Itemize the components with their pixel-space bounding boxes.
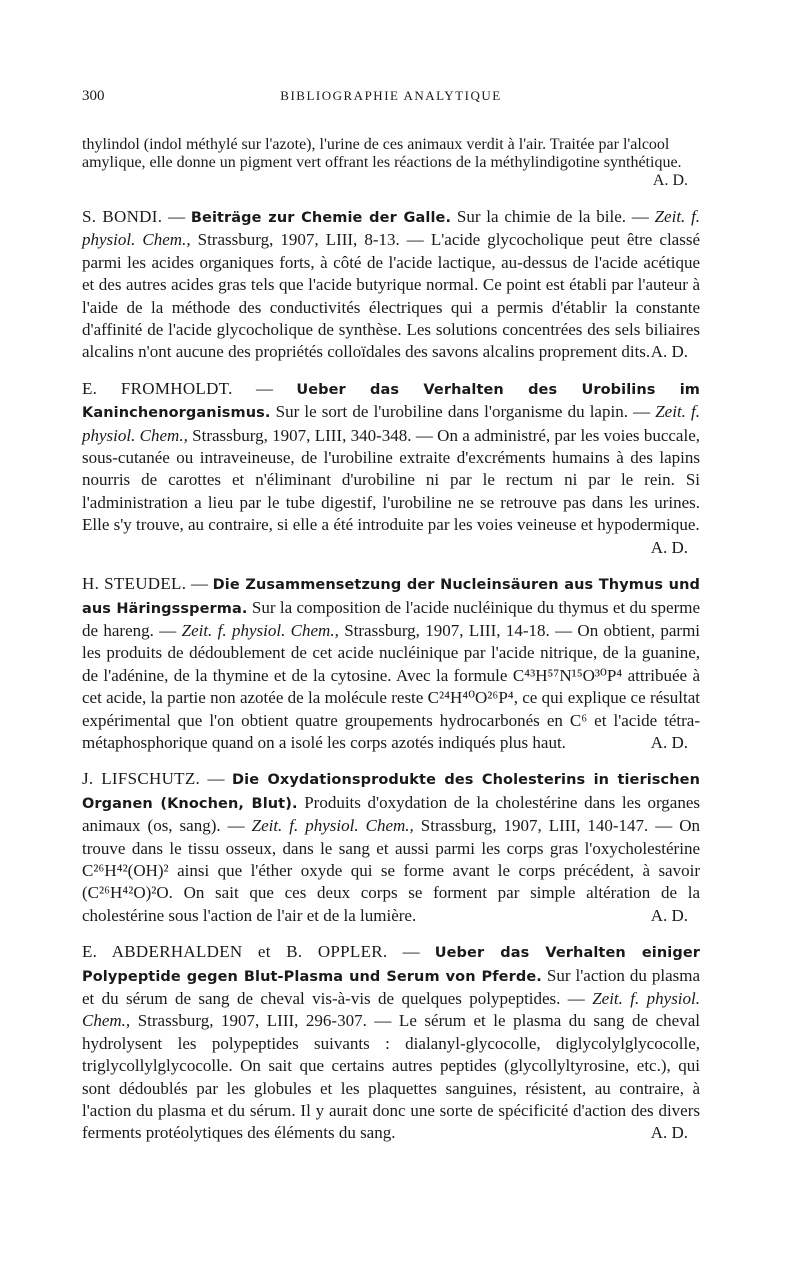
entry-title: Die Zusammensetzung der Nucleinsäuren aus Thymus und aus Häringssperma. [82,577,701,617]
signature: A. D. [650,1123,688,1143]
text-column [82,120,700,1159]
signature: A. D. [652,172,688,189]
page-number: 300 [82,88,105,104]
entry-text: Strassburg, 1907, LIII, 296-307. — Le sérum et le plasma du sang de cheval hydrolysent les polypeptides suivants : dialanyl-glycocolle, diglycolylglycocolle, triglycollylglycocolle. On sait que certains autres peptides (glycollyltyrosine, etc.), qui sont dédoublés par les globules et les plaquettes sanguines, résistent, au contraire, à l'action du plasma et du sérum. Il y aurait donc une sorte de spécificité d'action des divers ferments protéolytiques des éléments du sang. [82,1011,700,1143]
signature: A. D. [650,342,688,362]
bibliography-entry-bondi: S. BONDI. — Beiträge zur Chemie der Galle. Sur la chimie de la bile. — Zeit. f. physiol. Chem., Strassburg, 1907, LIII, 8-13. — L'acide glycocholique peut être classé parmi les acides organiques forts, à côté de l'acide lactique, au-dessus de l'acide acétique et des autres acides gras tels que l'acide butyrique normal. Ce point est établi par l'auteur à l'aide de la méthode des conductivités électriques qui a permis d'établir la constante d'affinité de l'acide glycocholique de synthèse. Les solutions concentrées des sels biliaires alcalins n'ont aucune des propriétés colloïdales des savons alcalins proprement dits. A. D. [82,206,700,364]
entry-journal: Zeit. f. physiol. Chem., [251,816,414,836]
page-header [82,88,700,110]
bibliography-entry-steudel: H. STEUDEL. — Die Zusammensetzung der Nucleinsäuren aus Thymus und aus Häringssperma. Sur la composition de l'acide nucléinique du thymus et du sperme de hareng. — Zeit. f. physiol. Chem., Strassburg, 1907, LIII, 14-18. — On obtient, parmi les produits de dédoublement de cet acide nucléinique par l'acide nitrique, de la guanine, de l'adénine, de la thymine et de la cytosine. Avec la formule C⁴³H⁵⁷N¹⁵O³⁰P⁴ attribuée à cet acide, la partie non azotée de la molécule reste C²⁴H⁴⁰O²⁶P⁴, ce qui explique ce résultat expérimental que l'on obtient quatre groupements hydrocarbonés en C⁶ et l'acide tétra-métaphosphorique quand on a isolé les corps azotés indiqués plus haut. A. D. [82,573,700,754]
entry-author: J. LIFSCHUTZ. [82,769,201,789]
entry-journal: Zeit. f. physiol. Chem., [82,402,701,445]
entry-text: Sur la chimie de la bile. — [456,207,649,226]
entry-author: E. FROMHOLDT. [82,378,233,398]
entry-text: Strassburg, 1907, LIII, 340-348. — On a administré, par les voies buccale, sous-cutanée ou intraveineuse, de l'urobiline extraite d'excréments humains à des lapins nourris de carottes et n'éliminant d'urobiline ni par le rectum ni par le rein. Si l'administration a lieu par le tube digestif, l'urobiline ne se retrouve pas dans les urines. Elle s'y trouve, au contraire, si elle a été introduite par les voies veineuse et hypodermique. [82,425,700,535]
entry-text: Sur le sort de l'urobiline dans l'organisme du lapin. — [275,402,651,422]
continued-paragraph [82,136,700,190]
bibliography-entry-fromholdt: E. FROMHOLDT. — Ueber das Verhalten des Urobilins im Kaninchenorganismus. Sur le sort de l'urobiline dans l'organisme du lapin. — Zeit. f. physiol. Chem., Strassburg, 1907, LIII, 340-348. — On a administré, par les voies buccale, sous-cutanée ou intraveineuse, de l'urobiline extraite d'excréments humains à des lapins nourris de carottes et n'éliminant d'urobiline ni par le rectum ni par le rein. Si l'administration a lieu par le tube digestif, l'urobiline ne se retrouve pas dans les urines. Elle s'y trouve, au contraire, si elle a été introduite par les voies veineuse et hypodermique. A. D. [82,378,700,559]
entry-text: Strassburg, 1907, LIII, 8-13. — L'acide glycocholique peut être classé parmi les acides organiques forts, à côté de l'acide lactique, au-dessus de l'acide acétique et des autres acides gras tels que l'acide butyrique normal. Ce point est établi par l'auteur à l'aide de la méthode des conductivités électriques qui a permis d'établir la constante d'affinité de l'acide glycocholique de synthèse. Les solutions concentrées des sels biliaires alcalins n'ont aucune des propriétés colloïdales des savons alcalins proprement dits. [82,230,700,362]
entry-title: Die Oxydationsprodukte des Cholesterins in tierischen Organen (Knochen, Blut). [82,772,701,812]
running-title: BIBLIOGRAPHIE ANALYTIQUE [280,88,502,103]
entry-author: E. ABDERHALDEN et B. OPPLER. [82,942,388,962]
signature: A. D. [650,732,688,752]
entry-text: Produits d'oxydation de la cholestérine dans les organes animaux (os, sang). — [82,792,701,836]
signature: A. D. [650,905,688,925]
entry-text: Sur la composition de l'acide nucléinique du thymus et du sperme de hareng. — [82,597,701,640]
bibliography-entry-lifschutz: J. LIFSCHUTZ. — Die Oxydationsprodukte des Cholesterins in tierischen Organen (Knochen, Blut). Produits d'oxydation de la cholestérine dans les organes animaux (os, sang). — Zeit. f. physiol. Chem., Strassburg, 1907, LIII, 140-147. — On trouve dans le tissu osseux, dans le sang et aussi parmi les corps gras l'oxycholestérine C²⁶H⁴²(OH)² ainsi que l'éther oxyde qui se forme avant le corps précédent, à savoir (C²⁶H⁴²O)²O. On sait que ces deux corps se forment par simple altération de la cholestérine sous l'action de l'air et de la lumière. A. D. [82,768,700,927]
entry-journal: Zeit. f. physiol. Chem., [82,989,701,1031]
entry-title: Ueber das Verhalten einiger Polypeptide gegen Blut-Plasma und Serum von Pferde. [82,945,701,985]
entry-title: Beiträge zur Chemie der Galle. [190,210,452,226]
entry-author: S. BONDI. [82,207,163,226]
entry-text: Strassburg, 1907, LIII, 140-147. — On trouve dans le tissu osseux, dans le sang et aussi parmi les corps gras l'oxycholestérine C²⁶H⁴²(OH)² ainsi que l'éther oxyde qui se forme avant le corps précédent, à savoir (C²⁶H⁴²O)²O. On sait que ces deux corps se forment par simple altération de la cholestérine sous l'action de l'air et de la lumière. [82,816,701,925]
continued-text: thylindol (indol méthylé sur l'azote), l'urine de ces animaux verdit à l'air. Traitée par l'alcool amylique, elle donne un pigment vert offrant les réactions de la méthylindigotine synthétique. [82,136,682,171]
entry-author: H. STEUDEL. [82,574,187,594]
entry-text: Sur l'action du plasma et du sérum de sang de cheval vis-à-vis de quelques polypeptides. — [82,965,701,1008]
entry-journal: Zeit. f. physiol. Chem., [82,207,701,250]
entry-journal: Zeit. f. physiol. Chem., [181,620,339,640]
entry-text: Strassburg, 1907, LIII, 14-18. — On obtient, parmi les produits de dédoublement de cet acide nucléinique par l'acide nitrique, de la guanine, de l'adénine, de la thymine et de la cytosine. Avec la formule C⁴³H⁵⁷N¹⁵O³⁰P⁴ attribuée à cet acide, la partie non azotée de la molécule reste C²⁴H⁴⁰O²⁶P⁴, ce qui explique ce résultat expérimental que l'on obtient quatre groupements hydrocarbonés en C⁶ et l'acide tétra-métaphosphorique quand on a isolé les corps azotés indiqués plus haut. [82,620,701,752]
bibliography-entry-abderhalden: E. ABDERHALDEN et B. OPPLER. — Ueber das Verhalten einiger Polypeptide gegen Blut-Plasma und Serum von Pferde. Sur l'action du plasma et du sérum de sang de cheval vis-à-vis de quelques polypeptides. — Zeit. f. physiol. Chem., Strassburg, 1907, LIII, 296-307. — Le sérum et le plasma du sang de cheval hydrolysent les polypeptides suivants : dialanyl-glycocolle, diglycolylglycocolle, triglycollylglycocolle. On sait que certains autres peptides (glycollyltyrosine, etc.), qui sont dédoublés par les globules et les plaquettes sanguines, résistent, au contraire, à l'action du plasma et du sérum. Il y aurait donc une sorte de spécificité d'action des divers ferments protéolytiques des éléments du sang. A. D. [82,941,700,1145]
signature: A. D. [650,537,688,557]
entry-title: Ueber das Verhalten des Urobilins im Kaninchenorganismus. [82,381,700,422]
